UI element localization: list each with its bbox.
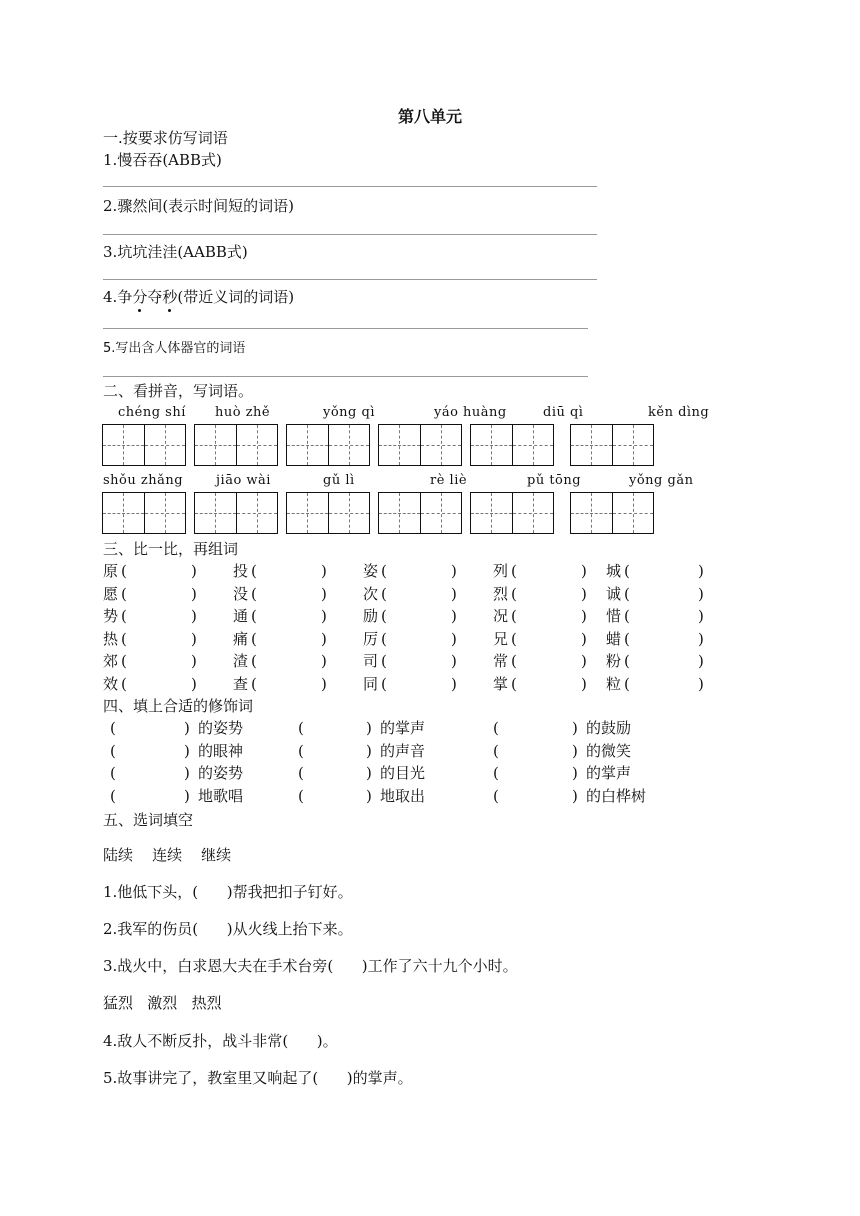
close-paren: ): [698, 607, 704, 626]
close-paren: ): [366, 741, 372, 760]
word-blank[interactable]: [129, 561, 189, 581]
sec1-item-3: [103, 242, 248, 262]
open-paren: (: [624, 607, 630, 626]
modifier-blank[interactable]: [118, 741, 182, 761]
answer-line-2[interactable]: [103, 234, 597, 235]
sec1-item-5: 5.写出含人体器官的词语: [103, 341, 246, 356]
open-paren: (: [251, 607, 257, 626]
open-paren: (: [493, 786, 499, 805]
open-paren: (: [121, 607, 127, 626]
writing-grid[interactable]: [102, 492, 186, 534]
open-paren: (: [121, 629, 127, 648]
item-number: 2.: [103, 197, 118, 215]
word-blank[interactable]: [259, 606, 319, 626]
modifier-phrase: 的微笑: [586, 741, 632, 760]
writing-grid[interactable]: [570, 424, 654, 466]
word-blank[interactable]: [259, 584, 319, 604]
modifier-phrase: 的目光: [380, 764, 426, 783]
compare-char: 粉: [606, 652, 622, 671]
word-blank[interactable]: [129, 584, 189, 604]
pinyin-3: yǒng qì: [323, 405, 375, 420]
compare-char: 粒: [606, 675, 622, 693]
close-paren: ): [191, 562, 197, 580]
modifier-phrase: 的声音: [380, 741, 426, 760]
modifier-blank[interactable]: [501, 786, 570, 806]
compare-char: 兄: [493, 629, 509, 648]
modifier-phrase: 地歌唱: [198, 786, 244, 805]
item-char-dotted: 秒: [162, 288, 178, 306]
close-paren: ): [698, 675, 704, 693]
compare-char: 同: [363, 675, 379, 693]
close-paren: ): [366, 764, 372, 783]
pinyin-7: shǒu zhǎng: [103, 473, 184, 488]
close-paren: ): [581, 607, 587, 626]
close-paren: ): [572, 786, 578, 805]
writing-grid[interactable]: [378, 424, 462, 466]
close-paren: ): [698, 562, 704, 580]
open-paren: (: [493, 719, 499, 737]
compare-char: 励: [363, 607, 379, 626]
item-word: 骤然间: [117, 197, 163, 215]
modifier-phrase: 的姿势: [198, 719, 244, 737]
pinyin-8: jiāo wài: [216, 473, 271, 488]
modifier-blank[interactable]: [501, 718, 570, 738]
sec1-item-1: [103, 150, 222, 170]
word-blank[interactable]: [632, 651, 696, 671]
pinyin-6: kěn dìng: [648, 405, 710, 420]
open-paren: (: [511, 584, 517, 603]
close-paren: ): [451, 629, 457, 648]
word-blank[interactable]: [389, 584, 449, 604]
close-paren: ): [366, 719, 372, 737]
open-paren: (: [110, 719, 116, 737]
modifier-blank[interactable]: [501, 763, 570, 783]
open-paren: (: [381, 652, 387, 671]
compare-char: 次: [363, 584, 379, 603]
pinyin-5: diū qì: [543, 405, 584, 420]
close-paren: ): [581, 652, 587, 671]
section5-heading: 五、选词填空: [103, 811, 194, 829]
word-blank[interactable]: [519, 629, 579, 649]
pinyin-12: yǒng gǎn: [629, 473, 694, 488]
compare-char: 原: [103, 562, 119, 580]
open-paren: (: [381, 562, 387, 580]
close-paren: ): [572, 741, 578, 760]
compare-char: 诚: [606, 584, 622, 603]
open-paren: (: [511, 652, 517, 671]
open-paren: (: [251, 562, 257, 580]
close-paren: ): [581, 675, 587, 693]
close-paren: ): [191, 584, 197, 603]
open-paren: (: [121, 652, 127, 671]
open-paren: (: [251, 675, 257, 693]
pinyin-10: rè liè: [430, 473, 468, 488]
item-note: (带近义词的词语): [177, 288, 295, 306]
word-blank[interactable]: [129, 629, 189, 649]
page-title: 第八单元: [397, 107, 462, 126]
item-char: 夺: [147, 288, 163, 306]
sentence-2[interactable]: 2.我军的伤员( )从火线上抬下来。: [103, 920, 353, 938]
word-blank[interactable]: [632, 561, 696, 581]
word-blank[interactable]: [519, 606, 579, 626]
open-paren: (: [511, 629, 517, 648]
modifier-phrase: 的掌声: [380, 719, 426, 737]
compare-char: 司: [363, 652, 379, 671]
word-blank[interactable]: [389, 606, 449, 626]
modifier-blank[interactable]: [118, 718, 182, 738]
open-paren: (: [511, 562, 517, 580]
item-char-dotted: 分: [132, 288, 148, 306]
word-blank[interactable]: [632, 674, 696, 694]
section1-heading: 一.按要求仿写词语: [103, 129, 228, 147]
open-paren: (: [624, 584, 630, 603]
writing-grid[interactable]: [102, 424, 186, 466]
section4-heading: 四、填上合适的修饰词: [103, 697, 254, 715]
compare-char: 势: [103, 607, 119, 626]
open-paren: (: [624, 629, 630, 648]
word-blank[interactable]: [389, 629, 449, 649]
compare-char: 投: [233, 562, 249, 580]
close-paren: ): [184, 719, 190, 737]
item-number: 4.: [103, 288, 118, 306]
close-paren: ): [698, 629, 704, 648]
item-word: 慢吞吞: [117, 151, 163, 169]
compare-char: 没: [233, 584, 249, 603]
compare-char: 渣: [233, 652, 249, 671]
close-paren: ): [581, 584, 587, 603]
open-paren: (: [251, 629, 257, 648]
writing-grid[interactable]: [470, 424, 554, 466]
close-paren: ): [321, 584, 327, 603]
close-paren: ): [191, 652, 197, 671]
modifier-phrase: 的眼神: [198, 741, 244, 760]
close-paren: ): [191, 607, 197, 626]
writing-grid[interactable]: [194, 424, 278, 466]
writing-grid[interactable]: [470, 492, 554, 534]
open-paren: (: [110, 741, 116, 760]
sec1-item-2: [103, 196, 294, 216]
pinyin-9: gǔ lì: [323, 473, 355, 488]
pinyin-4: yáo huàng: [434, 405, 507, 420]
answer-line-5[interactable]: [103, 376, 588, 377]
close-paren: ): [581, 562, 587, 580]
compare-char: 查: [233, 675, 249, 693]
close-paren: ): [572, 719, 578, 737]
open-paren: (: [110, 764, 116, 783]
close-paren: ): [572, 764, 578, 783]
item-note: (表示时间短的词语): [162, 197, 295, 215]
modifier-blank[interactable]: [118, 763, 182, 783]
compare-char: 况: [493, 607, 509, 626]
close-paren: ): [184, 741, 190, 760]
pinyin-1: chéng shí: [118, 405, 186, 420]
modifier-blank[interactable]: [306, 786, 364, 806]
close-paren: ): [698, 652, 704, 671]
word-blank[interactable]: [389, 651, 449, 671]
sec1-item-4: [103, 287, 294, 307]
close-paren: ): [451, 584, 457, 603]
compare-char: 热: [103, 629, 119, 648]
compare-char: 愿: [103, 584, 119, 603]
open-paren: (: [624, 562, 630, 580]
item-note: (AABB式): [177, 243, 248, 261]
compare-char: 郊: [103, 652, 119, 671]
modifier-phrase: 的白桦树: [586, 786, 647, 805]
close-paren: ): [451, 652, 457, 671]
open-paren: (: [624, 652, 630, 671]
open-paren: (: [121, 675, 127, 693]
word-blank[interactable]: [129, 651, 189, 671]
word-blank[interactable]: [259, 651, 319, 671]
close-paren: ): [366, 786, 372, 805]
modifier-blank[interactable]: [501, 741, 570, 761]
word-blank[interactable]: [519, 561, 579, 581]
modifier-blank[interactable]: [306, 763, 364, 783]
answer-line-4[interactable]: [103, 328, 588, 329]
writing-grid[interactable]: [286, 424, 370, 466]
open-paren: (: [298, 719, 304, 737]
close-paren: ): [321, 675, 327, 693]
word-blank[interactable]: [632, 629, 696, 649]
close-paren: ): [184, 764, 190, 783]
item-char: 争: [117, 288, 133, 306]
open-paren: (: [251, 584, 257, 603]
pinyin-2: huò zhě: [215, 405, 271, 420]
close-paren: ): [451, 607, 457, 626]
compare-char: 惜: [606, 607, 622, 626]
sentence-1[interactable]: 1.他低下头，( )帮我把扣子钉好。: [103, 883, 353, 901]
close-paren: ): [184, 786, 190, 805]
open-paren: (: [624, 675, 630, 693]
word-blank[interactable]: [259, 674, 319, 694]
sentence-5[interactable]: 5.故事讲完了，教室里又响起了( )的掌声。: [103, 1069, 413, 1087]
modifier-phrase: 的掌声: [586, 764, 632, 783]
open-paren: (: [121, 584, 127, 603]
close-paren: ): [321, 562, 327, 580]
sentence-3[interactable]: 3.战火中，白求恩大夫在手术台旁( )工作了六十九个小时。: [103, 957, 518, 975]
open-paren: (: [121, 562, 127, 580]
word-blank[interactable]: [519, 651, 579, 671]
pinyin-11: pǔ tōng: [527, 473, 582, 488]
word-blank[interactable]: [632, 606, 696, 626]
writing-grid[interactable]: [286, 492, 370, 534]
word-blank[interactable]: [632, 584, 696, 604]
compare-char: 掌: [493, 675, 509, 693]
compare-char: 烈: [493, 584, 509, 603]
close-paren: ): [191, 629, 197, 648]
word-blank[interactable]: [259, 629, 319, 649]
open-paren: (: [493, 741, 499, 760]
item-note: (ABB式): [162, 151, 222, 169]
modifier-blank[interactable]: [306, 718, 364, 738]
compare-char: 姿: [363, 562, 379, 580]
word-blank[interactable]: [129, 606, 189, 626]
modifier-phrase: 地取出: [380, 786, 426, 805]
close-paren: ): [191, 675, 197, 693]
word-blank[interactable]: [129, 674, 189, 694]
close-paren: ): [321, 652, 327, 671]
modifier-phrase: 的鼓励: [586, 719, 632, 737]
word-blank[interactable]: [259, 561, 319, 581]
open-paren: (: [381, 607, 387, 626]
close-paren: ): [451, 562, 457, 580]
close-paren: ): [321, 629, 327, 648]
open-paren: (: [381, 584, 387, 603]
open-paren: (: [298, 764, 304, 783]
compare-char: 通: [233, 607, 249, 626]
compare-char: 效: [103, 675, 119, 693]
word-choices-2: 猛烈 激烈 热烈: [103, 994, 222, 1012]
open-paren: (: [493, 764, 499, 783]
modifier-phrase: 的姿势: [198, 764, 244, 783]
compare-char: 痛: [233, 629, 249, 648]
word-choices-1: 陆续 连续 继续: [103, 846, 232, 864]
item-word: 坑坑洼洼: [117, 243, 178, 261]
writing-grid[interactable]: [570, 492, 654, 534]
word-blank[interactable]: [389, 561, 449, 581]
word-blank[interactable]: [389, 674, 449, 694]
section3-heading: 三、比一比，再组词: [103, 540, 239, 558]
open-paren: (: [298, 786, 304, 805]
open-paren: (: [110, 786, 116, 805]
close-paren: ): [581, 629, 587, 648]
compare-char: 厉: [363, 629, 379, 648]
compare-char: 城: [606, 562, 622, 580]
section2-heading: 二、看拼音，写词语。: [103, 382, 254, 400]
modifier-blank[interactable]: [118, 786, 182, 806]
item-number: 1.: [103, 151, 118, 169]
compare-char: 常: [493, 652, 509, 671]
compare-char: 蜡: [606, 629, 622, 648]
writing-grid[interactable]: [194, 492, 278, 534]
word-blank[interactable]: [519, 674, 579, 694]
sentence-4[interactable]: 4.敌人不断反扑，战斗非常( )。: [103, 1032, 338, 1050]
open-paren: (: [511, 675, 517, 693]
answer-line-3[interactable]: [103, 279, 597, 280]
open-paren: (: [381, 629, 387, 648]
writing-grid[interactable]: [378, 492, 462, 534]
open-paren: (: [511, 607, 517, 626]
word-blank[interactable]: [519, 584, 579, 604]
item-number: 3.: [103, 243, 118, 261]
answer-line-1[interactable]: [103, 186, 597, 187]
close-paren: ): [451, 675, 457, 693]
close-paren: ): [698, 584, 704, 603]
open-paren: (: [298, 741, 304, 760]
close-paren: ): [321, 607, 327, 626]
open-paren: (: [251, 652, 257, 671]
modifier-blank[interactable]: [306, 741, 364, 761]
compare-char: 列: [493, 562, 509, 580]
open-paren: (: [381, 675, 387, 693]
